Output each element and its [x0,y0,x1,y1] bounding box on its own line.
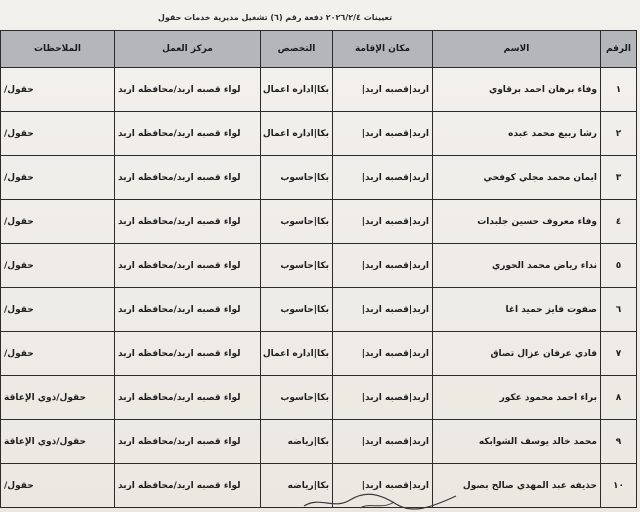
cell-name: وفاء معروف حسين جلبدات [433,200,601,244]
cell-notes: حقول/ [1,332,115,376]
cell-name: محمد خالد يوسف الشوابكه [433,420,601,464]
column-header-workplace: مركز العمل [115,31,261,68]
cell-notes: حقول/ [1,244,115,288]
cell-residence: اربد|قصبه اربد| [333,112,433,156]
cell-residence: اربد|قصبه اربد| [333,464,433,508]
appointments-table [0,30,637,508]
cell-num: ١٠ [601,464,637,508]
column-header-notes: الملاحظات [1,31,115,68]
table-row [1,244,637,288]
cell-residence: اربد|قصبه اربد| [333,244,433,288]
cell-specialization: بكا|حاسوب [261,244,333,288]
cell-specialization: بكا|رياضه [261,420,333,464]
cell-residence: اربد|قصبه اربد| [333,420,433,464]
cell-specialization: بكا|اداره اعمال [261,68,333,112]
table-row [1,112,637,156]
cell-workplace: لواء قصبه اربد/محافظه اربد [115,112,261,156]
cell-residence: اربد|قصبه اربد| [333,156,433,200]
cell-num: ٥ [601,244,637,288]
table-row [1,376,637,420]
table-row [1,288,637,332]
table-row [1,420,637,464]
cell-name: وفاء برهان احمد برقاوي [433,68,601,112]
table-row [1,68,637,112]
cell-notes: حقول/ [1,112,115,156]
cell-residence: اربد|قصبه اربد| [333,332,433,376]
column-header-name: الاسم [433,31,601,68]
cell-name: فادي عرفان عزال تصاق [433,332,601,376]
cell-workplace: لواء قصبه اربد/محافظه اربد [115,200,261,244]
cell-specialization: بكا|حاسوب [261,376,333,420]
cell-residence: اربد|قصبه اربد| [333,68,433,112]
table-row [1,332,637,376]
handwritten-signature [300,488,460,512]
cell-residence: اربد|قصبه اربد| [333,200,433,244]
cell-workplace: لواء قصبه اربد/محافظه اربد [115,288,261,332]
cell-workplace: لواء قصبه اربد/محافظه اربد [115,156,261,200]
column-header-specialization: التخصص [261,31,333,68]
cell-name: نداء رياض محمد الحوري [433,244,601,288]
cell-num: ٣ [601,156,637,200]
cell-specialization: بكا|اداره اعمال [261,332,333,376]
cell-notes: حقول/ذوي الإعاقة [1,376,115,420]
cell-notes: حقول/ [1,156,115,200]
cell-workplace: لواء قصبه اربد/محافظه اربد [115,420,261,464]
cell-num: ٦ [601,288,637,332]
cell-name: حذيفه عبد المهدي صالح بصول [433,464,601,508]
cell-specialization: بكا|حاسوب [261,200,333,244]
column-header-num: الرقم [601,31,637,68]
cell-notes: حقول/ [1,288,115,332]
cell-num: ٤ [601,200,637,244]
cell-num: ٧ [601,332,637,376]
cell-name: رشا ربيع محمد عبده [433,112,601,156]
cell-num: ٢ [601,112,637,156]
cell-name: ايمان محمد مجلي كوفحي [433,156,601,200]
cell-num: ٩ [601,420,637,464]
cell-residence: اربد|قصبه اربد| [333,376,433,420]
cell-name: صفوت فايز حميد اغا [433,288,601,332]
cell-workplace: لواء قصبه اربد/محافظه اربد [115,244,261,288]
cell-name: براء احمد محمود عكور [433,376,601,420]
cell-num: ١ [601,68,637,112]
cell-notes: حقول/ [1,464,115,508]
cell-notes: حقول/ [1,68,115,112]
cell-specialization: بكا|رياضه [261,464,333,508]
cell-specialization: بكا|حاسوب [261,156,333,200]
cell-workplace: لواء قصبه اربد/محافظه اربد [115,68,261,112]
cell-notes: حقول/ذوي الإعاقة [1,420,115,464]
cell-num: ٨ [601,376,637,420]
cell-specialization: بكا|حاسوب [261,288,333,332]
table-row [1,200,637,244]
cell-workplace: لواء قصبه اربد/محافظه اربد [115,464,261,508]
column-header-residence: مكان الإقامة [333,31,433,68]
table-row [1,156,637,200]
cell-workplace: لواء قصبه اربد/محافظه اربد [115,332,261,376]
table-header-row [1,31,637,68]
cell-residence: اربد|قصبه اربد| [333,288,433,332]
cell-notes: حقول/ [1,200,115,244]
document-header: تعيينات ٢٠٢٦/٢/٤ دفعة رقم (٦) تشغيل مديرية خدمات حقول [157,13,393,22]
cell-workplace: لواء قصبه اربد/محافظه اربد [115,376,261,420]
cell-specialization: بكا|اداره اعمال [261,112,333,156]
